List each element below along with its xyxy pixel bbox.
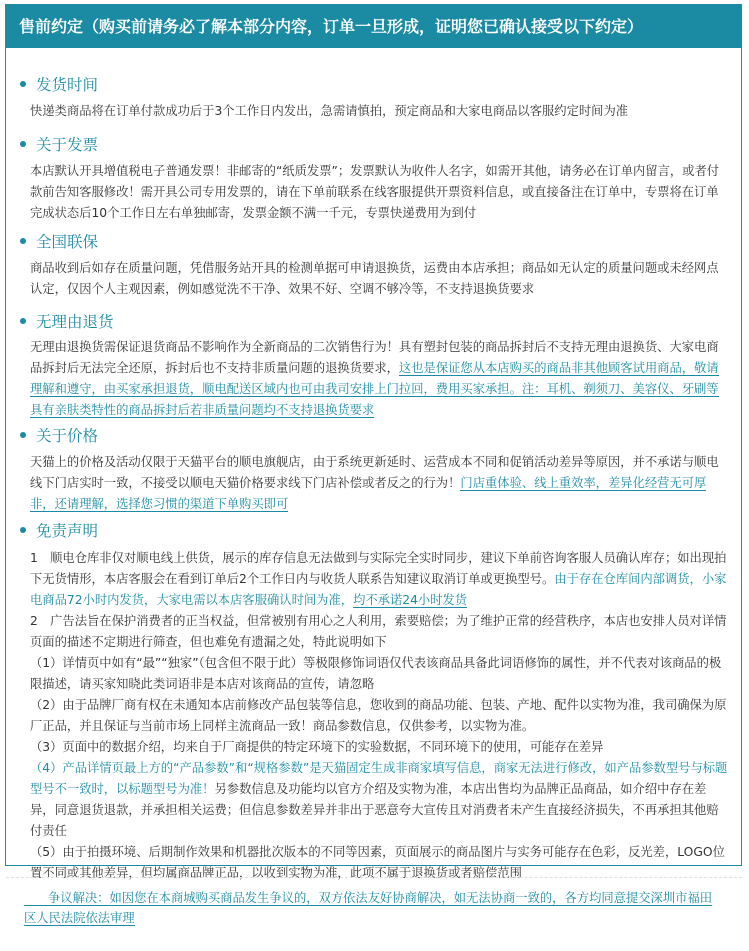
section-title-invoice: 关于发票 — [20, 134, 98, 156]
section-title-shipping: 发货时间 — [20, 74, 98, 96]
returns-highlight-text: 这也是保证您从本店购买的商品非其他顾客试用商品，敬请理解和遵守，由买家承担退货，顺电配送区域内也可由我司安排上门拉回，费用买家承担。注：耳机、剃须刀、美容仪、牙刷等具有亲肤类特性的商品拆封后若非质量问题均不支持退换货要求 — [30, 361, 719, 417]
bullet-dot-icon — [20, 527, 26, 533]
bullet-dot-icon — [20, 432, 26, 438]
section-title-disclaimer: 免责声明 — [20, 520, 98, 542]
page-title: 售前约定（购买前请务必了解本部分内容，订单一旦形成，证明您已确认接受以下约定） — [6, 5, 741, 48]
bullet-dot-icon — [20, 81, 26, 87]
footer-divider — [6, 877, 742, 878]
pre-sale-agreement-panel — [5, 4, 742, 880]
dispute-resolution-note: 争议解决：如因您在本商城购买商品发生争议的，双方依法友好协商解决，如无法协商一致的，各方均同意提交深圳市福田区人民法院依法审理 — [24, 891, 713, 925]
section-title-price: 关于价格 — [20, 425, 98, 447]
section-body-shipping: 快递类商品将在订单付款成功后于3个工作日内发出，急需请慎拍，预定商品和大家电商品以客服约定时间为准 — [30, 104, 629, 118]
section-body-disclaimer: 1 顺电仓库非仅对顺电线上供货，展示的库存信息无法做到与实际完全实时同步，建议下单前咨询客服人员确认库存；如出现拍下无货情形，本店客服会在看到订单后2个工作日内与收货人联系告知建议取消订单或更换型号。由于存在仓库间内部调货，小家电商品72小时内发货，大家电需以本店客服确认时间为准，均不承诺24小时发货 2 广告法旨在保护消费者的正当权益，但常被别有用心之人利用，索要赔偿；为了维护正常的经营秩序，本店也安排人员对详情页面的描述不定期进行筛查，但也难免有遗漏之处，特此说明如下 （1）详情页中如有“最”“独家”（包含但不限于此）等极限修饰词语仅代表该商品具备此词语修饰的属性，并不代表对该商品的极限描述，请买家知晓此类词语非是本店对该商品的宣传，请忽略 （2）由于品牌厂商有权在未通知本店前修改产品包装等信息，您收到的商品功能、包装、产地、配件以实物为准，我司确保为原厂正品，并且保证与当前市场上同样主流商品一致！商品参数信息，仅供参考，以实物为准。 （3）页面中的数据介绍，均来自于厂商提供的特定环境下的实验数据，不同环境下的使用，可能存在差异 （4）产品详情页最上方的“产品参数”和“规格参数”是天猫固定生成非商家填写信息，商家无法进行修改，如产品参数型号与标题型号不一致时，以标题型号为准！另参数信息及功能均以官方介绍及实物为准，本店出售均为品牌正品商品，如介绍中存在差异，同意退货退款，并承担相关运费；但信息参数差异并非出于恶意夸大宣传且对消费者未产生直接经济损失，不再承担其他赔付责任 （5）由于拍摄环境、后期制作效果和机器批次版本的不同等因素，页面展示的商品图片与实务可能存在色彩，反光差，LOGO位置不同或其他差异，但均属商品牌正品，以收到实物为准，此项不属于退换货或者赔偿范围 — [30, 551, 728, 880]
bullet-dot-icon — [20, 141, 26, 147]
bullet-dot-icon — [20, 318, 26, 324]
section-body-price: 天猫上的价格及活动仅限于天猫平台的顺电旗舰店，由于系统更新延时、运营成本不同和促销活动差异等原因，并不承诺与顺电线下门店实时一致，不接受以顺电天猫价格要求线下门店补偿或者反之的行为！门店重体验、线上重效率，差异化经营无可厚非，还请理解，选择您习惯的渠道下单购买即可 — [30, 455, 719, 511]
disclaimer-underline-text: 均不承诺24小时发货 — [353, 593, 468, 607]
section-body-returns: 无理由退换货需保证退货商品不影响作为全新商品的二次销售行为！具有塑封包装的商品拆封后不支持无理由退换货、大家电商品拆封后无法完全还原，拆封后也不支持非质量问题的退换货要求，这也是保证您从本店购买的商品非其他顾客试用商品，敬请理解和遵守，由买家承担退货，顺电配送区域内也可由我司安排上门拉回，费用买家承担。注：耳机、剃须刀、美容仪、牙刷等具有亲肤类特性的商品拆封后若非质量问题均不支持退换货要求 — [30, 340, 719, 417]
price-highlight-text: 门店重体验、线上重效率，差异化经营无可厚非，还请理解，选择您习惯的渠道下单购买即可 — [30, 476, 707, 511]
disclaimer-highlight-text: 由于存在仓库间内部调货，小家电商品72小时内发货，大家电需以本店客服确认时间为准， — [30, 572, 727, 607]
bullet-dot-icon — [20, 238, 26, 244]
section-title-warranty: 全国联保 — [20, 231, 98, 253]
section-body-warranty: 商品收到后如存在质量问题，凭借服务站开具的检测单据可申请退换货，运费由本店承担；商品如无认定的质量问题或未经网点认定，仅因个人主观因素，例如感觉洗不干净、效果不好、空调不够冷等，不支持退换货要求 — [30, 261, 719, 296]
section-body-invoice: 本店默认开具增值税电子普通发票！非邮寄的“纸质发票”；发票默认为收件人名字，如需开其他，请务必在订单内留言，或者付款前告知客服修改！需开具公司专用发票的，请在下单前联系在线客服提供开票资料信息，或直接备注在订单中，专票将在订单完成状态后10个工作日左右单独邮寄，发票金额不满一千元，专票快递费用为到付 — [30, 164, 720, 220]
params-highlight-text: （4）产品详情页最上方的“产品参数”和“规格参数”是天猫固定生成非商家填写信息，商家无法进行修改，如产品参数型号与标题型号不一致时，以标题型号为准！ — [30, 761, 728, 796]
section-title-returns: 无理由退货 — [20, 311, 114, 333]
